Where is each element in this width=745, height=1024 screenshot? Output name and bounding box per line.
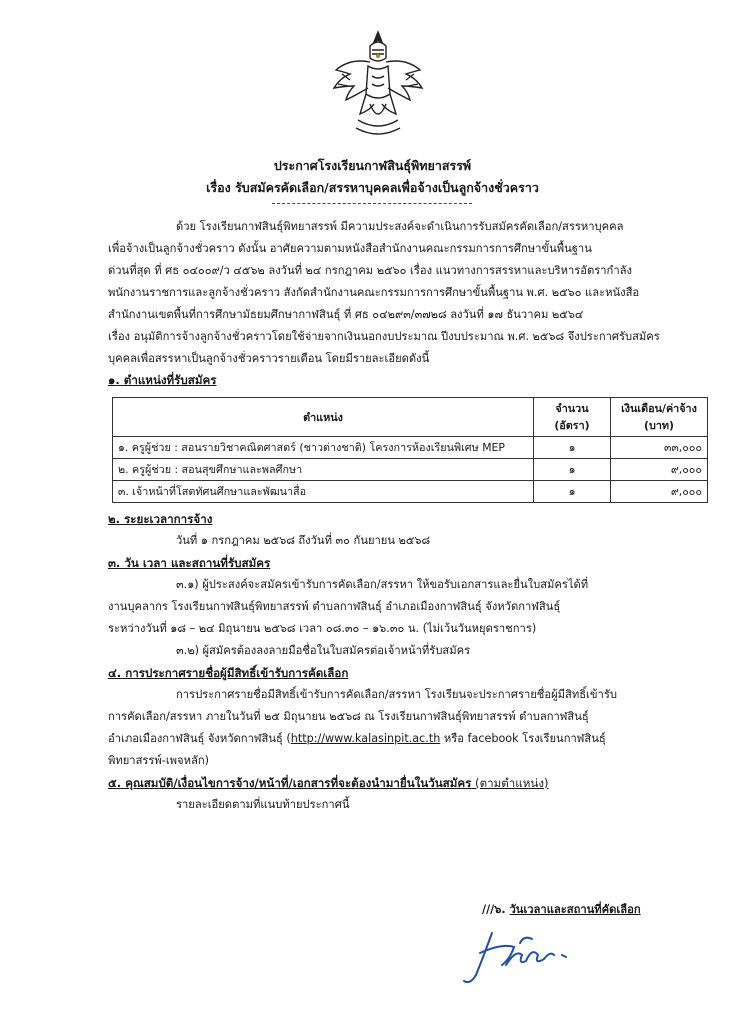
section-4-text: อำเภอเมืองกาฬสินธุ์ จังหวัดกาฬสินธุ์ ( (108, 732, 291, 745)
announcement-title: ประกาศโรงเรียนกาฬสินธุ์พิทยาสรรพ์ (273, 158, 472, 173)
position-cell: ๑. ครูผู้ช่วย : สอนรายวิชาคณิตศาสตร์ (ชาวต่างชาติ) โครงการห้องเรียนพิเศษ MEP (113, 437, 534, 459)
intro-line: พนักงานราชการและลูกจ้างชั่วคราว สังกัดสำนักงานคณะกรรมการการศึกษาขั้นพื้นฐาน พ.ศ. ๒๕๖๐ และหนังสือ (108, 286, 640, 299)
intro-line: เรื่อง อนุมัติการจ้างลูกจ้างชั่วคราวโดยใช้จ่ายจากเงินนอกงบประมาณ ปีงบประมาณ พ.ศ. ๒๕๖๘ จึงประกาศรับสมัคร (108, 330, 660, 343)
signature-icon (462, 925, 582, 987)
positions-table (112, 397, 708, 503)
section-4-heading: ๔. การประกาศรายชื่อผู้มีสิทธิ์เข้ารับการคัดเลือก (108, 666, 349, 680)
intro-line: บุคคลเพื่อสรรหาเป็นลูกจ้างชั่วคราวรายเดือน โดยมีรายละเอียดดังนี้ (108, 352, 430, 365)
divider (272, 203, 472, 204)
section-5-heading (108, 776, 549, 790)
section-4-line: พิทยาสรรพ์-เพจหลัก) (108, 754, 209, 767)
col-count-label: จำนวน (555, 402, 589, 415)
section-5-title: ๕. คุณสมบัติ/เงื่อนไขการจ้าง/หน้าที่/เอกสารที่จะต้องนำมายื่นในวันสมัคร (108, 776, 472, 790)
section-5-suffix: (ตามตำแหน่ง) (471, 776, 549, 790)
intro-line: สำนักงานเขตพื้นที่การศึกษามัธยมศึกษากาฬสินธุ์ ที่ ศธ ๐๔๒๙๓/๓๗๒๘ ลงวันที่ ๑๗ ธันวาคม ๒๕๖๔ (108, 308, 584, 321)
section-3-line: ๓.๑) ผู้ประสงค์จะสมัครเข้ารับการคัดเลือก/สรรหา ให้ขอรับเอกสารและยื่นใบสมัครได้ที่ (176, 578, 589, 591)
col-pay-header (611, 398, 708, 437)
table-row (113, 437, 708, 459)
section-3-heading: ๓. วัน เวลา และสถานที่รับสมัคร (108, 556, 271, 570)
pay-cell: ๓๓,๐๐๐ (611, 437, 708, 459)
position-cell: ๓. เจ้าหน้าที่โสตทัศนศึกษาและพัฒนาสื่อ (113, 481, 534, 503)
intro-line: ด้วย โรงเรียนกาฬสินธุ์พิทยาสรรพ์ มีความประสงค์จะดำเนินการรับสมัครคัดเลือก/สรรหาบุคคล (176, 220, 624, 233)
continuation-note (482, 903, 641, 917)
announcement-subject: เรื่อง รับสมัครคัดเลือก/สรรหาบุคคลเพื่อจ้างเป็นลูกจ้างชั่วคราว (206, 180, 539, 195)
col-position-header: ตำแหน่ง (113, 398, 534, 437)
count-cell: ๑ (534, 481, 611, 503)
count-cell: ๑ (534, 459, 611, 481)
col-pay-sublabel: (บาท) (644, 419, 674, 432)
table-row (113, 459, 708, 481)
count-cell: ๑ (534, 437, 611, 459)
section-2-heading: ๒. ระยะเวลาการจ้าง (108, 512, 213, 526)
section-4-line (108, 732, 606, 746)
table-header-row (113, 398, 708, 437)
section-5-text: รายละเอียดตามที่แนบท้ายประกาศนี้ (176, 798, 350, 811)
col-pay-label: เงินเดือน/ค่าจ้าง (621, 402, 697, 415)
pay-cell: ๙,๐๐๐ (611, 459, 708, 481)
section-4-line: การคัดเลือก/สรรหา ภายในวันที่ ๒๕ มิถุนายน ๒๕๖๘ ณ โรงเรียนกาฬสินธุ์พิทยาสรรพ์ ตำบลกาฬสินธุ์ (108, 710, 589, 723)
col-count-header (534, 398, 611, 437)
table-row (113, 481, 708, 503)
continuation-prefix: ///๖. (482, 903, 510, 916)
section-3-line: งานบุคลากร โรงเรียนกาฬสินธุ์พิทยาสรรพ์ ตำบลกาฬสินธุ์ อำเภอเมืองกาฬสินธุ์ จังหวัดกาฬสินธุ์ (108, 600, 561, 613)
section-4-text: หรือ facebook โรงเรียนกาฬสินธุ์ (440, 732, 606, 745)
pay-cell: ๙,๐๐๐ (611, 481, 708, 503)
intro-line: ด่วนที่สุด ที่ ศธ ๐๔๐๐๙/ว ๔๕๖๒ ลงวันที่ ๒๔ กรกฎาคม ๒๕๖๐ เรื่อง แนวทางการสรรหาและบริหารอัตรากำลัง (108, 264, 632, 277)
section-1-heading: ๑. ตำแหน่งที่รับสมัคร (108, 373, 217, 387)
position-cell: ๒. ครูผู้ช่วย : สอนสุขศึกษาและพลศึกษา (113, 459, 534, 481)
section-4-line: การประกาศรายชื่อมีสิทธิ์เข้ารับการคัดเลือก/สรรหา โรงเรียนจะประกาศรายชื่อผู้มีสิทธิ์เข้ารับ (176, 688, 617, 701)
school-website-link[interactable]: http://www.kalasinpit.ac.th (290, 732, 441, 745)
employment-period: วันที่ ๑ กรกฎาคม ๒๕๖๘ ถึงวันที่ ๓๐ กันยายน ๒๕๖๘ (176, 534, 431, 547)
section-3-line: ระหว่างวันที่ ๑๘ – ๒๔ มิถุนายน ๒๕๖๘ เวลา ๐๘.๓๐ – ๑๖.๓๐ น. (ไม่เว้นวันหยุดราชการ) (108, 622, 537, 635)
section-3-line: ๓.๒) ผู้สมัครต้องลงลายมือชื่อในใบสมัครต่อเจ้าหน้าที่รับสมัคร (176, 644, 471, 657)
col-count-sublabel: (อัตรา) (554, 419, 590, 432)
intro-line: เพื่อจ้างเป็นลูกจ้างชั่วคราว ดังนั้น อาศัยความตามหนังสือสำนักงานคณะกรรมการการศึกษาขั้นพื้นฐาน (108, 242, 592, 255)
continuation-title: วันเวลาและสถานที่คัดเลือก (509, 903, 641, 916)
garuda-emblem-icon (330, 28, 426, 143)
